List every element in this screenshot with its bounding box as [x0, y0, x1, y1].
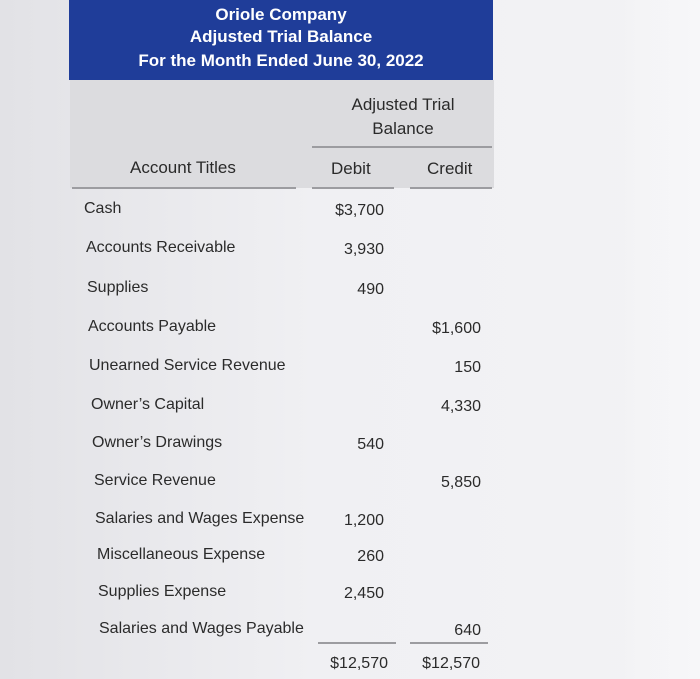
account-title: Accounts Payable — [88, 318, 217, 335]
debit-amount: 260 — [357, 548, 384, 565]
group-header — [348, 93, 458, 141]
debit-total: $12,570 — [330, 655, 388, 672]
company-name: Oriole Company — [215, 5, 347, 24]
debit-underline — [312, 187, 394, 189]
credit-total-rule — [410, 642, 488, 644]
account-title: Unearned Service Revenue — [89, 357, 286, 374]
debit-amount: 2,450 — [343, 585, 384, 602]
account-title: Owner’s Drawings — [92, 434, 223, 451]
credit-header: Credit — [427, 159, 473, 178]
statement-header — [69, 0, 493, 80]
credit-amount: 4,330 — [440, 398, 481, 415]
credit-amount: $1,600 — [432, 320, 481, 337]
credit-underline — [410, 187, 492, 189]
group-underline — [312, 146, 492, 148]
account-title: Salaries and Wages Expense — [95, 510, 305, 527]
account-title: Salaries and Wages Payable — [99, 620, 304, 637]
debit-amount: 1,200 — [343, 512, 384, 529]
account-title: Supplies — [87, 279, 149, 296]
credit-amount: 640 — [454, 622, 481, 639]
debit-header: Debit — [331, 159, 371, 178]
credit-amount: 5,850 — [440, 474, 481, 491]
debit-total-rule — [318, 642, 396, 644]
account-title: Accounts Receivable — [86, 239, 236, 256]
account-title: Cash — [84, 200, 122, 217]
debit-amount: $3,700 — [335, 202, 384, 219]
debit-amount: 490 — [357, 281, 384, 298]
account-titles-underline — [72, 187, 296, 189]
account-title: Miscellaneous Expense — [97, 546, 266, 563]
credit-amount: 150 — [454, 359, 481, 376]
photo-shading — [620, 0, 700, 679]
account-title: Supplies Expense — [98, 583, 227, 600]
statement-period: For the Month Ended June 30, 2022 — [138, 51, 424, 70]
debit-amount: 540 — [357, 436, 384, 453]
group-header-line1: Adjusted Trial — [351, 95, 455, 114]
group-header-line2: Balance — [372, 119, 434, 138]
account-title: Service Revenue — [94, 472, 216, 489]
account-titles-header: Account Titles — [130, 158, 236, 177]
credit-total: $12,570 — [422, 655, 480, 672]
statement-title: Adjusted Trial Balance — [189, 27, 373, 46]
account-title: Owner’s Capital — [91, 396, 205, 413]
debit-amount: 3,930 — [343, 241, 384, 258]
